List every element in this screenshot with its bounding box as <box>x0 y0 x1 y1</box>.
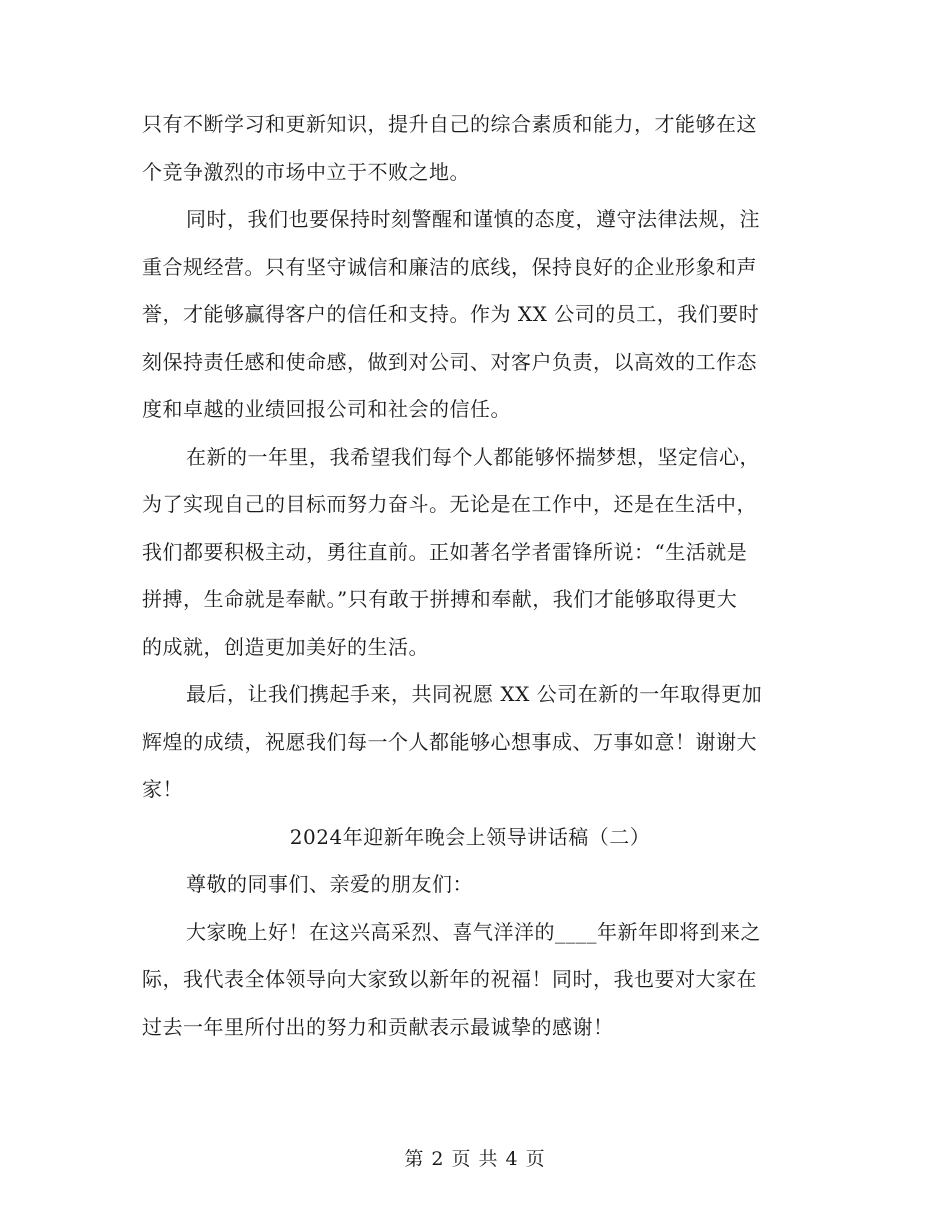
text-line: 为了实现自己的目标而努力奋斗。无论是在工作中，还是在生活中， <box>142 492 757 516</box>
text-line: 的成就，创造更加美好的生活。 <box>142 634 429 659</box>
text-line: 家！ <box>142 777 183 801</box>
text-line: 我们都要积极主动，勇往直前。正如著名学者雷锋所说：“生活就是 <box>142 539 748 564</box>
text-line: 誉，才能够赢得客户的信任和支持。作为 XX 公司的员工，我们要时 <box>142 302 760 326</box>
page-number-footer: 第 2 页 共 4 页 <box>404 1148 546 1170</box>
paragraph-start-line: 同时，我们也要保持时刻警醒和谨慎的态度，遵守法律法规，注 <box>186 207 760 231</box>
paragraph-start-line: 最后，让我们携起手来，共同祝愿 XX 公司在新的一年取得更加 <box>186 682 763 706</box>
text-line: 个竞争激烈的市场中立于不败之地。 <box>142 159 470 184</box>
text-line: 辉煌的成绩，祝愿我们每一个人都能够心想事成、万事如意！谢谢大 <box>142 729 757 754</box>
text-line: 拼搏，生命就是奉献。”只有敢于拼搏和奉献，我们才能够取得更大 <box>142 587 738 611</box>
text-line: 度和卓越的业绩回报公司和社会的信任。 <box>142 397 511 421</box>
document-body <box>142 101 798 1051</box>
text-line: 只有不断学习和更新知识，提升自己的综合素质和能力，才能够在这 <box>142 112 757 136</box>
text-line: 过去一年里所付出的努力和贡献表示最诚挚的感谢！ <box>142 1014 614 1039</box>
text-line: 刻保持责任感和使命感，做到对公司、对客户负责，以高效的工作态 <box>142 349 757 374</box>
paragraph-start-line: 大家晚上好！在这兴高采烈、喜气洋洋的____年新年即将到来之 <box>186 919 761 944</box>
text-line: 际，我代表全体领导向大家致以新年的祝福！同时，我也要对大家在 <box>142 967 757 991</box>
paragraph-start-line: 在新的一年里，我希望我们每个人都能够怀揣梦想，坚定信心， <box>186 444 760 469</box>
text-line: 重合规经营。只有坚守诚信和廉洁的底线，保持良好的企业形象和声 <box>142 254 757 279</box>
salutation-line: 尊敬的同事们、亲爱的朋友们： <box>186 872 473 896</box>
section-title: 2024年迎新年晚会上领导讲话稿（二） <box>289 824 651 849</box>
